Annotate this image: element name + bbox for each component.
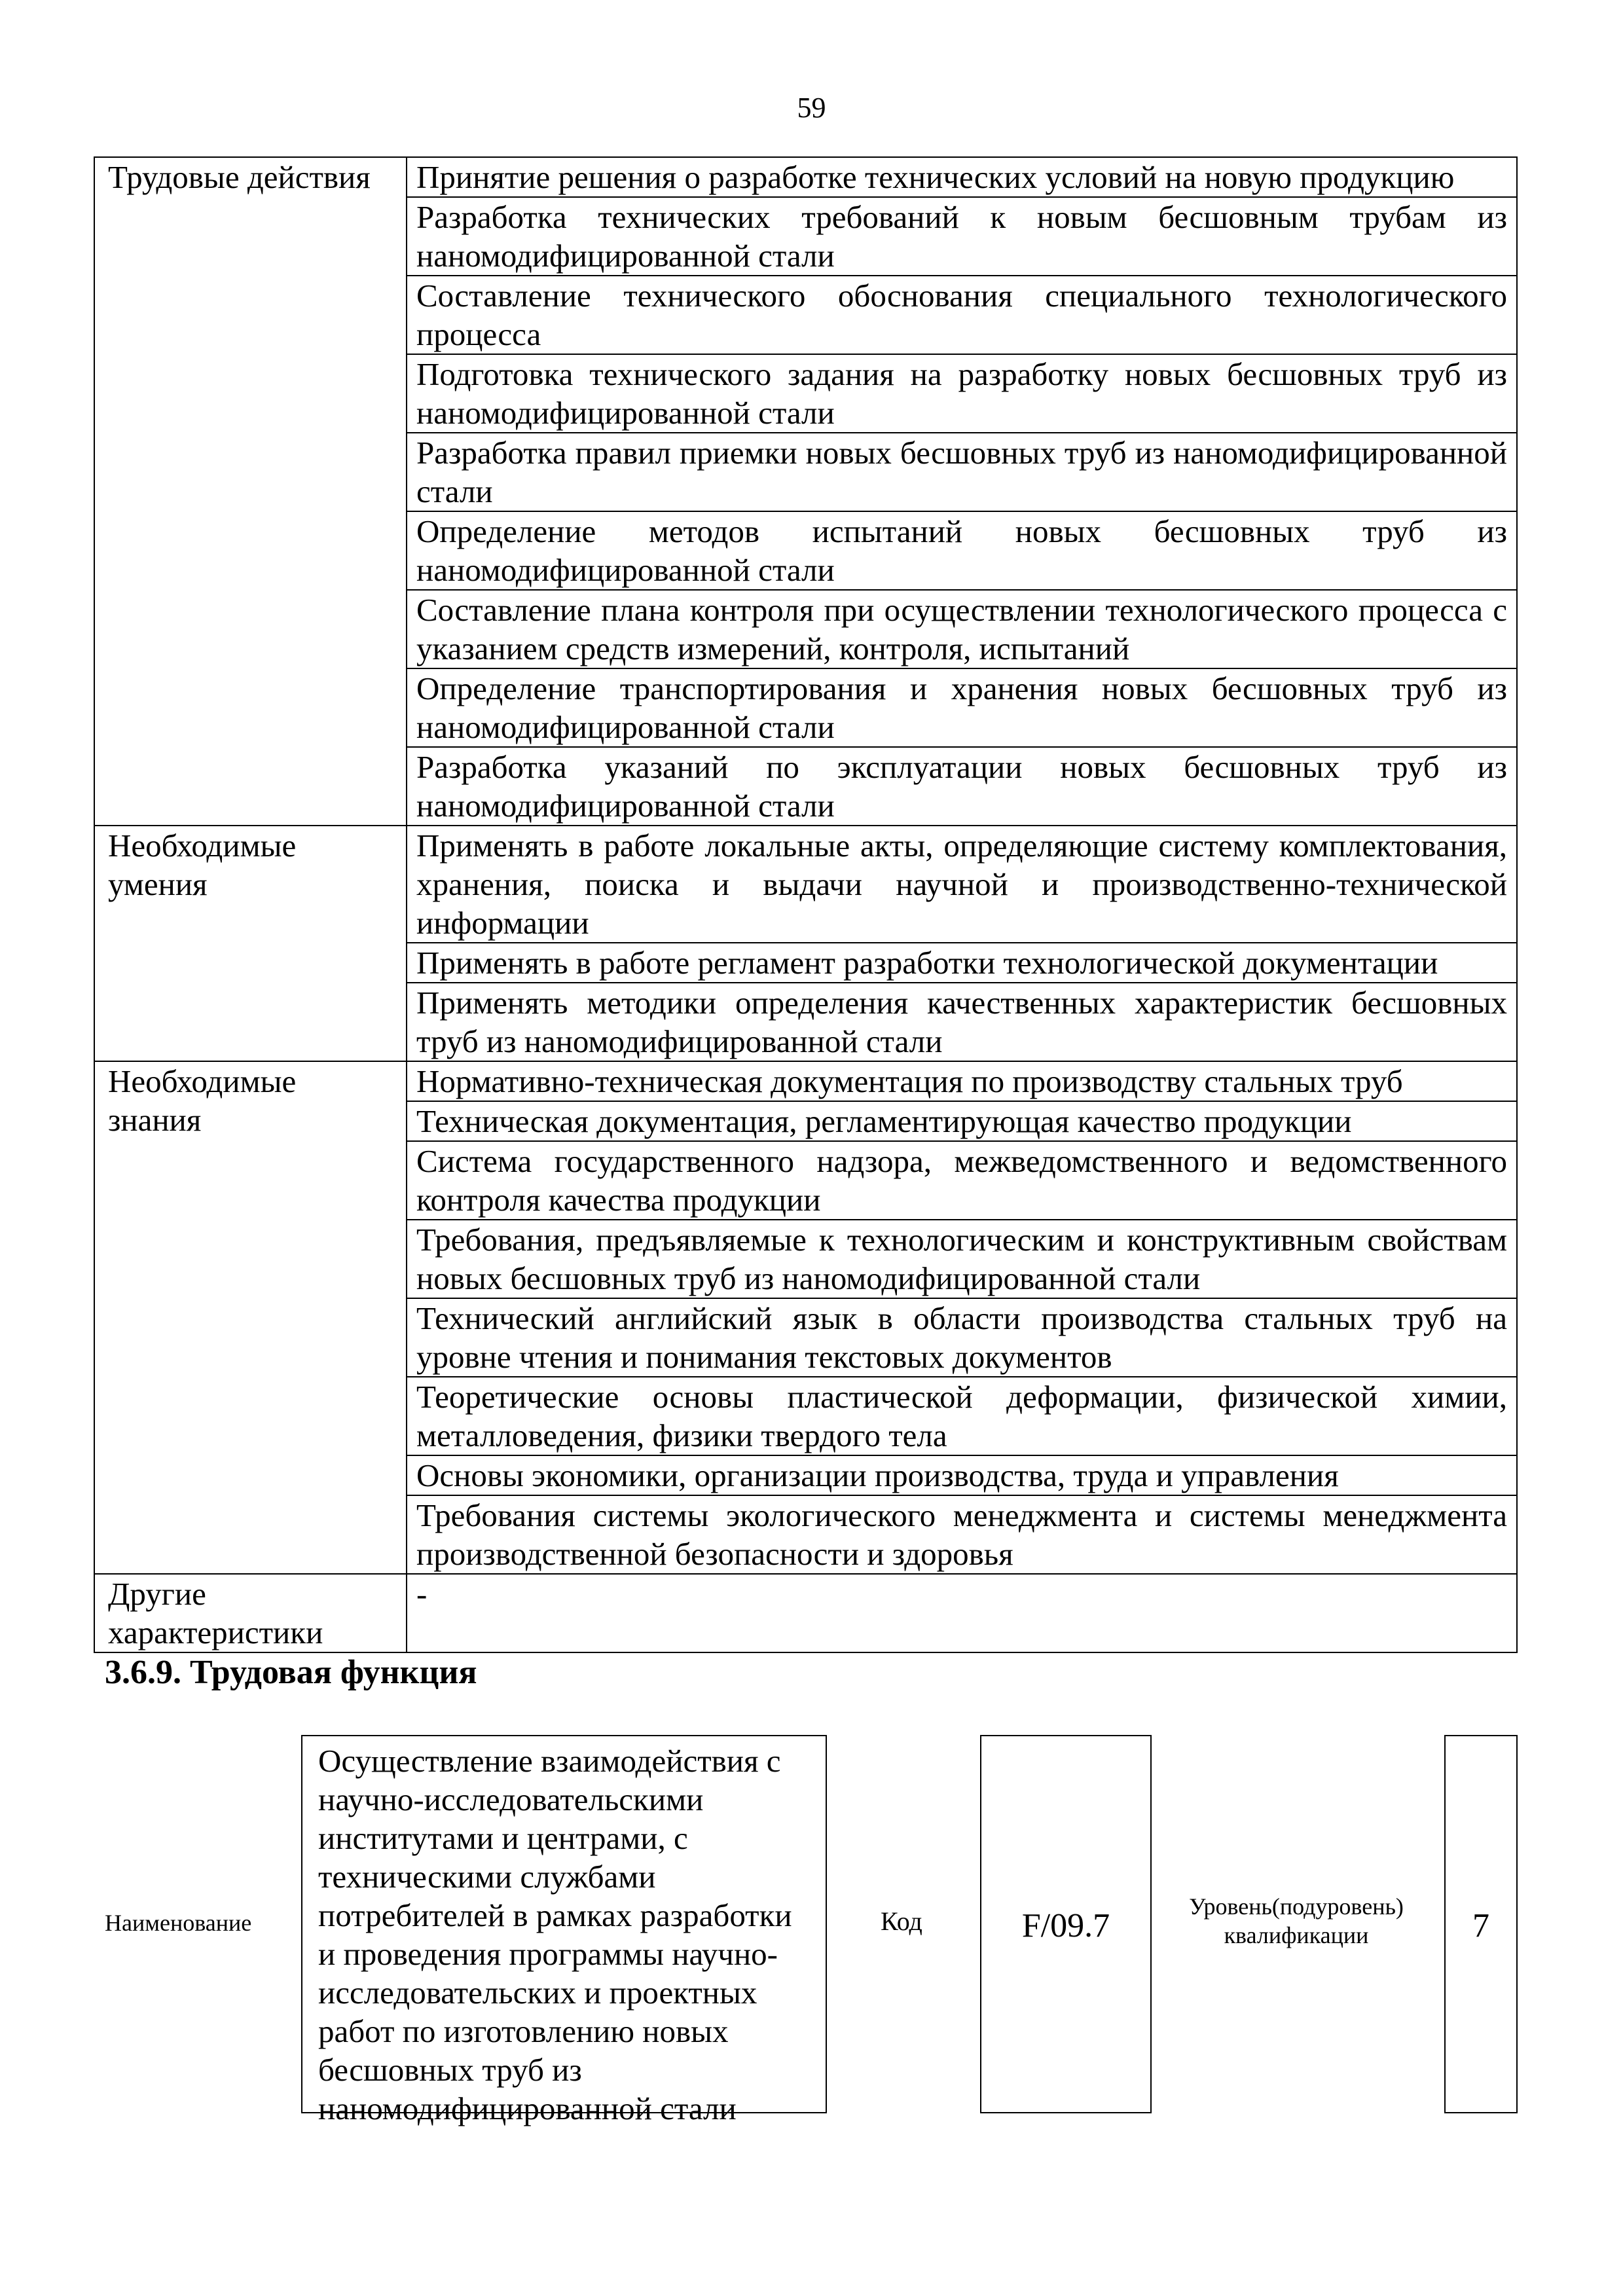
row-label-other: Другие характеристики (94, 1574, 407, 1652)
page-number: 59 (797, 92, 826, 124)
name-label: Наименование (105, 1910, 252, 1936)
knowledge-item: Теоретические основы пластической деформации, физической химии, металловедения, физики твердого тела (407, 1377, 1517, 1455)
row-label-required-skills: Необходимые умения (94, 826, 407, 1061)
row-label-required-knowledge: Необходимые знания (94, 1061, 407, 1574)
knowledge-item: Технический английский язык в области производства стальных труб на уровне чтения и понимания текстовых документов (407, 1298, 1517, 1377)
labor-action-item: Разработка технических требований к новым бесшовным трубам из наномодифицированной стали (407, 197, 1517, 276)
code-value: F/09.7 (1021, 1907, 1110, 1944)
row-label-labor-actions: Трудовые действия (94, 157, 407, 826)
knowledge-item: Требования, предъявляемые к технологическим и конструктивным свойствам новых бесшовных труб из наномодифицированной стали (407, 1220, 1517, 1298)
table-row (94, 157, 1517, 197)
knowledge-item: Техническая документация, регламентирующая качество продукции (407, 1101, 1517, 1141)
name-value: Осуществление взаимодействия с научно-исследовательскими институтами и центрами, с техническими службами потребителей в рамках разработки и проведения программы научно-исследовательских и проектных работ по изготовлению новых бесшовных труб из наномодифицированной стали (318, 1743, 792, 2126)
knowledge-item: Основы экономики, организации производства, труда и управления (407, 1455, 1517, 1495)
skill-item: Применять в работе регламент разработки технологической документации (407, 943, 1517, 983)
knowledge-item: Требования системы экологического менеджмента и системы менеджмента производственной безопасности и здоровья (407, 1495, 1517, 1574)
level-value-box (1444, 1735, 1518, 2113)
code-value-box (980, 1735, 1152, 2113)
code-label: Код (881, 1906, 922, 1936)
level-label: Уровень(подуровень) квалификации (1189, 1893, 1404, 1948)
level-value: 7 (1472, 1907, 1489, 1944)
section-title: 3.6.9. Трудовая функция (105, 1654, 477, 1691)
labor-action-item: Составление технического обоснования специального технологического процесса (407, 276, 1517, 354)
skill-item: Применять методики определения качественных характеристик бесшовных труб из наномодифицированной стали (407, 983, 1517, 1061)
labor-action-item: Принятие решения о разработке технических условий на новую продукцию (407, 157, 1517, 197)
knowledge-item: Нормативно-техническая документация по производству стальных труб (407, 1061, 1517, 1101)
table-row (94, 1574, 1517, 1652)
name-value-box (301, 1735, 827, 2126)
labor-action-item: Подготовка технического задания на разработку новых бесшовных труб из наномодифицированной стали (407, 354, 1517, 433)
table-row (94, 826, 1517, 943)
skill-item: Применять в работе локальные акты, определяющие систему комплектования, хранения, поиска и выдачи научной и производственно-технической информации (407, 826, 1517, 943)
labor-action-item: Разработка правил приемки новых бесшовных труб из наномодифицированной стали (407, 433, 1517, 511)
labor-action-item: Составление плана контроля при осуществлении технологического процесса с указанием средств измерений, контроля, испытаний (407, 590, 1517, 668)
other-value: - (407, 1574, 1517, 1652)
table-row (94, 1061, 1517, 1101)
labor-function-details-table (94, 156, 1518, 1653)
knowledge-item: Система государственного надзора, межведомственного и ведомственного контроля качества продукции (407, 1141, 1517, 1220)
labor-action-item: Определение методов испытаний новых бесшовных труб из наномодифицированной стали (407, 511, 1517, 590)
labor-action-item: Определение транспортирования и хранения новых бесшовных труб из наномодифицированной стали (407, 668, 1517, 747)
labor-action-item: Разработка указаний по эксплуатации новых бесшовных труб из наномодифицированной стали (407, 747, 1517, 826)
